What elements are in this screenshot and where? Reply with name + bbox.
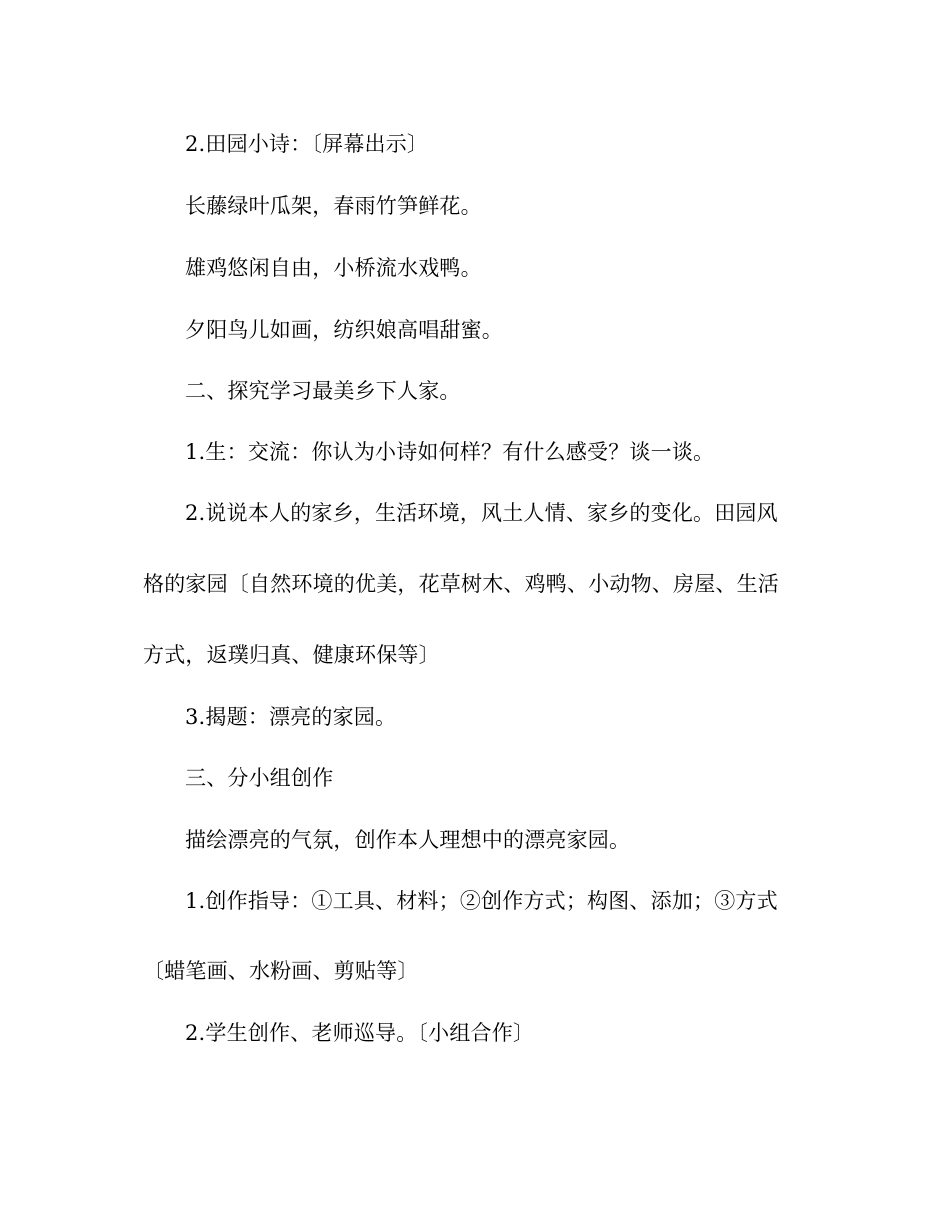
paragraph-line-2: 长藤绿叶瓜架，春雨竹笋鲜花。	[185, 194, 482, 218]
paragraph-line-6: 1.生：交流：你认为小诗如何样？有什么感受？谈一谈。	[185, 440, 715, 464]
paragraph-line-9: 方式，返璞归真、健康环保等〕	[143, 643, 440, 667]
paragraph-line-7: 2.说说本人的家乡，生活环境，风土人情、家乡的变化。田园风	[185, 501, 778, 525]
paragraph-line-1: 2.田园小诗：〔屏幕出示〕	[185, 132, 429, 156]
paragraph-line-10: 3.揭题：漂亮的家园。	[185, 705, 397, 729]
section-heading-3: 三、分小组创作	[185, 766, 334, 790]
section-heading-2: 二、探究学习最美乡下人家。	[185, 379, 461, 403]
paragraph-line-13: 1.创作指导：①工具、材料；②创作方式；构图、添加；③方式	[185, 889, 778, 913]
paragraph-line-12: 描绘漂亮的气氛，创作本人理想中的漂亮家园。	[185, 828, 631, 852]
paragraph-line-15: 2.学生创作、老师巡导。〔小组合作〕	[185, 1021, 535, 1045]
paragraph-line-4: 夕阳鸟儿如画，纺织娘高唱甜蜜。	[185, 318, 503, 342]
paragraph-line-8: 格的家园〔自然环境的优美，花草树木、鸡鸭、小动物、房屋、生活	[143, 572, 779, 596]
paragraph-line-3: 雄鸡悠闲自由，小桥流水戏鸭。	[185, 256, 482, 280]
paragraph-line-14: 〔蜡笔画、水粉画、剪贴等〕	[143, 959, 419, 983]
